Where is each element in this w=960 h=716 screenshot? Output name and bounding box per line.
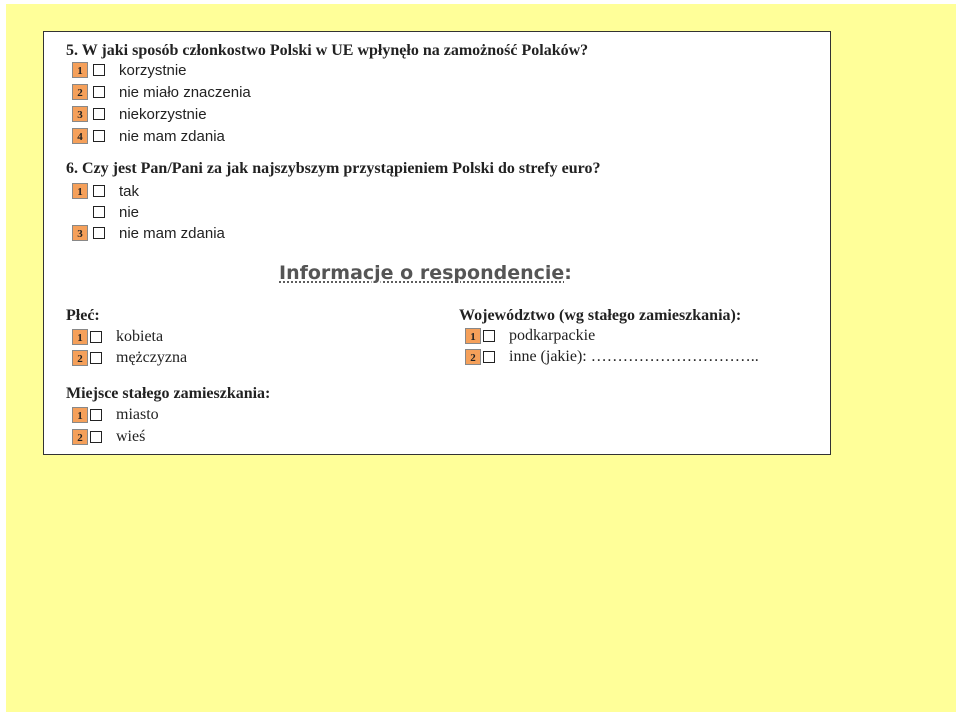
q6-option-2[interactable] bbox=[72, 203, 139, 221]
option-label: kobieta bbox=[116, 328, 164, 345]
checkbox[interactable] bbox=[93, 86, 105, 98]
respondent-info-title: Informacje o respondencie: bbox=[279, 262, 572, 284]
option-number-badge: 1 bbox=[465, 328, 481, 344]
option-label: tak bbox=[119, 182, 140, 200]
residence-label: Miejsce stałego zamieszkania: bbox=[66, 385, 271, 402]
q5-option-2[interactable] bbox=[72, 83, 251, 101]
checkbox[interactable] bbox=[483, 330, 495, 342]
checkbox[interactable] bbox=[93, 227, 105, 239]
gender-option-1[interactable] bbox=[72, 328, 163, 346]
slide-background bbox=[6, 4, 956, 712]
option-number-badge: 3 bbox=[72, 225, 88, 241]
option-label: nie miało znaczenia bbox=[119, 83, 251, 101]
checkbox[interactable] bbox=[90, 409, 102, 421]
option-label: niekorzystnie bbox=[119, 105, 207, 123]
q6-option-3[interactable] bbox=[72, 224, 225, 242]
residence-option-2[interactable] bbox=[72, 428, 145, 446]
checkbox[interactable] bbox=[483, 351, 495, 363]
option-label: nie mam zdania bbox=[119, 127, 225, 145]
option-label: korzystnie bbox=[119, 61, 187, 79]
checkbox[interactable] bbox=[90, 331, 102, 343]
option-number-badge: 1 bbox=[72, 183, 88, 199]
checkbox[interactable] bbox=[90, 431, 102, 443]
checkbox[interactable] bbox=[93, 206, 105, 218]
option-label: nie bbox=[119, 203, 140, 221]
q6-option-1[interactable] bbox=[72, 182, 139, 200]
checkbox[interactable] bbox=[93, 185, 105, 197]
province-label: Województwo (wg stałego zamieszkania): bbox=[459, 307, 742, 324]
checkbox[interactable] bbox=[90, 352, 102, 364]
option-number-badge: 2 bbox=[465, 349, 481, 365]
option-number-badge: 2 bbox=[72, 350, 88, 366]
checkbox[interactable] bbox=[93, 108, 105, 120]
option-number-badge: 2 bbox=[72, 84, 88, 100]
option-number-badge: 4 bbox=[72, 128, 88, 144]
question-6: 6. Czy jest Pan/Pani za jak najszybszym przystąpieniem Polski do strefy euro? bbox=[66, 160, 601, 177]
gender-option-2[interactable] bbox=[72, 349, 187, 367]
option-number-badge: 1 bbox=[72, 329, 88, 345]
option-number-badge: 1 bbox=[72, 62, 88, 78]
option-number-badge: 1 bbox=[72, 407, 88, 423]
checkbox[interactable] bbox=[93, 64, 105, 76]
survey-form bbox=[43, 31, 831, 455]
q5-option-4[interactable] bbox=[72, 127, 225, 145]
option-label: miasto bbox=[116, 406, 159, 423]
option-number-badge: 2 bbox=[72, 429, 88, 445]
gender-label: Płeć: bbox=[66, 307, 100, 324]
province-option-2[interactable] bbox=[465, 348, 759, 366]
checkbox[interactable] bbox=[93, 130, 105, 142]
option-label: wieś bbox=[116, 428, 146, 445]
option-label: podkarpackie bbox=[509, 327, 596, 344]
option-label: nie mam zdania bbox=[119, 224, 225, 242]
province-option-1[interactable] bbox=[465, 327, 595, 345]
residence-option-1[interactable] bbox=[72, 406, 159, 424]
q5-option-3[interactable] bbox=[72, 105, 207, 123]
question-5: 5. W jaki sposób członkostwo Polski w UE wpłynęło na zamożność Polaków? bbox=[66, 42, 589, 59]
q5-option-1[interactable] bbox=[72, 61, 187, 79]
option-label: mężczyzna bbox=[116, 349, 188, 366]
option-label: inne (jakie): ………………………….. bbox=[509, 348, 759, 365]
option-number-badge: 3 bbox=[72, 106, 88, 122]
